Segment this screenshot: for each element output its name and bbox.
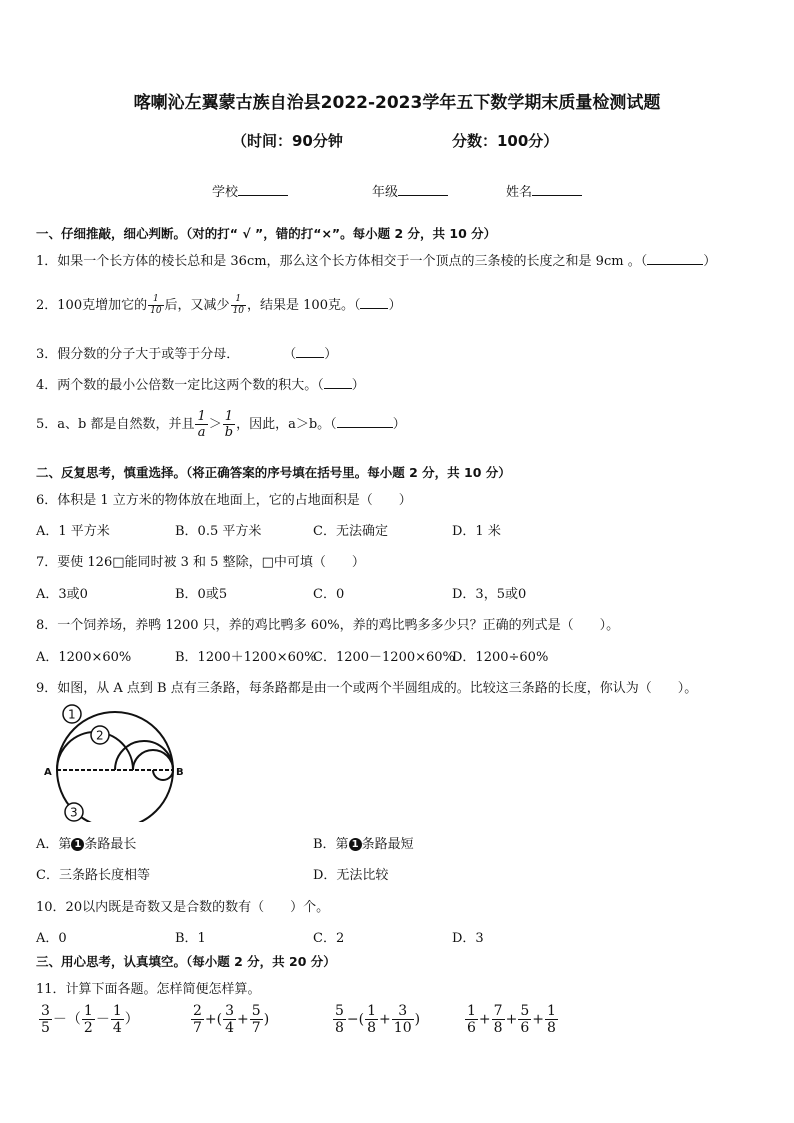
q3-answer-blank[interactable] [296, 345, 324, 358]
label-path-1: 1 [68, 707, 76, 722]
q7-option-d[interactable]: D．3，5或0 [452, 587, 527, 602]
q10-option-b[interactable]: B．1 [175, 931, 206, 946]
page-title: 喀喇沁左翼蒙古族自治县2022-2023学年五下数学期末质量检测试题 [133, 93, 661, 113]
fraction: $\frac{1}{6}$ [467, 1003, 476, 1036]
label-path-3: 3 [70, 805, 78, 820]
fraction: $\frac{1}{8}$ [367, 1003, 377, 1036]
section-2-heading: 二、反复思考，慎重选择。（将正确答案的序号填在括号里。每小题 2 分，共 10 分） [36, 465, 511, 480]
q7-option-a[interactable]: A．3或0 [36, 587, 88, 602]
name-field: 姓名 [506, 181, 582, 200]
fraction: $\frac{7}{8}$ [493, 1003, 503, 1036]
q10-option-d[interactable]: D．3 [452, 931, 484, 946]
grade-field: 年级 [372, 181, 448, 200]
q8-option-b[interactable]: B．1200＋1200×60% [175, 650, 317, 665]
question-3: 3．假分数的分子大于或等于分母． （ ） [36, 347, 338, 362]
question-5: 5．a、b 都是自然数，并且 $\frac{1}{a}$ ＞ $\frac{1}{b}$ ，因此，a＞b。（ ） [36, 409, 406, 440]
q1-answer-blank[interactable] [647, 252, 703, 265]
fraction: $\frac{1}{4}$ [112, 1003, 122, 1036]
q7-option-c[interactable]: C．0 [313, 587, 345, 602]
fraction: $\frac{5}{6}$ [520, 1003, 530, 1036]
q10-option-c[interactable]: C．2 [313, 931, 345, 946]
q7-option-b[interactable]: B．0或5 [175, 587, 228, 602]
exam-time: （时间：90分钟 [232, 132, 343, 150]
circled-number-1: 1 [71, 838, 84, 851]
question-4: 4．两个数的最小公倍数一定比这两个数的积大。（ ） [36, 378, 365, 393]
q4-answer-blank[interactable] [324, 376, 352, 389]
q9-option-c[interactable]: C．三条路长度相等 [36, 868, 150, 883]
q10-option-a[interactable]: A．0 [36, 931, 67, 946]
calc-expression-1: $\frac{3}{5}$ －（ $\frac{1}{2}$ － $\frac{1}{4}$ ） [41, 1003, 139, 1036]
q9-option-a[interactable]: A．第 1 条路最长 [36, 837, 137, 852]
label-path-2: 2 [96, 728, 104, 743]
q2-answer-blank[interactable] [360, 296, 388, 309]
three-paths-figure [36, 702, 186, 822]
q6-option-d[interactable]: D．1 米 [452, 524, 501, 539]
question-9: 9．如图，从 A 点到 B 点有三条路，每条路都是由一个或两个半圆组成的。比较这三条路的长度，你认为（ ）。 [36, 681, 698, 696]
fraction: $\frac{3}{10}$ [393, 1003, 412, 1036]
question-11: 11．计算下面各题。怎样简便怎样算。 [36, 982, 261, 997]
question-10: 10．20以内既是奇数又是合数的数有（ ）个。 [36, 900, 330, 915]
school-blank[interactable] [238, 183, 288, 196]
question-6: 6．体积是 1 立方米的物体放在地面上，它的占地面积是（ ） [36, 493, 412, 508]
q6-option-b[interactable]: B．0.5 平方米 [175, 524, 262, 539]
section-3-heading: 三、用心思考，认真填空。（每小题 2 分，共 20 分） [36, 954, 336, 969]
school-field: 学校 [212, 181, 288, 200]
fraction: $\frac{3}{5}$ [41, 1003, 50, 1036]
calc-expression-4: $\frac{1}{6}$ + $\frac{7}{8}$ + $\frac{5}{6}$ + $\frac{1}{8}$ [467, 1003, 556, 1036]
fraction: $\frac{1}{10}$ [232, 294, 245, 316]
fraction: $\frac{1}{10}$ [150, 294, 162, 316]
question-8: 8．一个饲养场，养鸭 1200 只，养的鸡比鸭多 60%，养的鸡比鸭多多少只？正确的列式是（ ）。 [36, 618, 620, 633]
calc-expression-2: $\frac{2}{7}$ +( $\frac{3}{4}$ + $\frac{5}{7}$ ) [193, 1003, 270, 1036]
point-a-label: A [44, 767, 52, 778]
fraction: $\frac{3}{4}$ [225, 1003, 235, 1036]
grade-blank[interactable] [398, 183, 448, 196]
q6-option-c[interactable]: C．无法确定 [313, 524, 388, 539]
fraction: $\frac{5}{7}$ [251, 1003, 261, 1036]
q9-option-d[interactable]: D．无法比较 [313, 868, 389, 883]
q8-option-d[interactable]: D．1200÷60% [452, 650, 549, 665]
question-1: 1．如果一个长方体的棱长总和是 36cm，那么这个长方体相交于一个顶点的三条棱的长度之和是 9cm 。（ ） [36, 254, 717, 269]
fraction: $\frac{1}{a}$ [197, 409, 206, 440]
q6-option-a[interactable]: A．1 平方米 [36, 524, 110, 539]
path-tail-arc [153, 770, 173, 780]
question-2: 2．100克增加它的 $\frac{1}{10}$ 后，又减少 $\frac{1}{10}$ ，结果是 100克。（ ） [36, 294, 402, 316]
section-1-heading: 一、仔细推敲，细心判断。（对的打“ √ ”，错的打“×”。每小题 2 分，共 10 分） [36, 226, 497, 241]
circled-number-1: 1 [349, 838, 362, 851]
q8-option-a[interactable]: A．1200×60% [36, 650, 132, 665]
q9-option-b[interactable]: B．第 1 条路最短 [313, 837, 414, 852]
fraction: $\frac{2}{7}$ [193, 1003, 202, 1036]
fraction: $\frac{1}{b}$ [224, 409, 234, 440]
q8-option-c[interactable]: C．1200－1200×60% [313, 650, 455, 665]
fraction: $\frac{5}{8}$ [335, 1003, 344, 1036]
q5-answer-blank[interactable] [337, 415, 393, 428]
question-7: 7．要使 126□能同时被 3 和 5 整除，□中可填（ ） [36, 555, 365, 570]
exam-score: 分数：100分） [452, 132, 559, 150]
name-blank[interactable] [532, 183, 582, 196]
fraction: $\frac{1}{2}$ [83, 1003, 93, 1036]
point-b-label: B [176, 767, 184, 778]
calc-expression-3: $\frac{5}{8}$ −( $\frac{1}{8}$ + $\frac{3}{10}$ ) [335, 1003, 421, 1036]
fraction: $\frac{1}{8}$ [546, 1003, 556, 1036]
